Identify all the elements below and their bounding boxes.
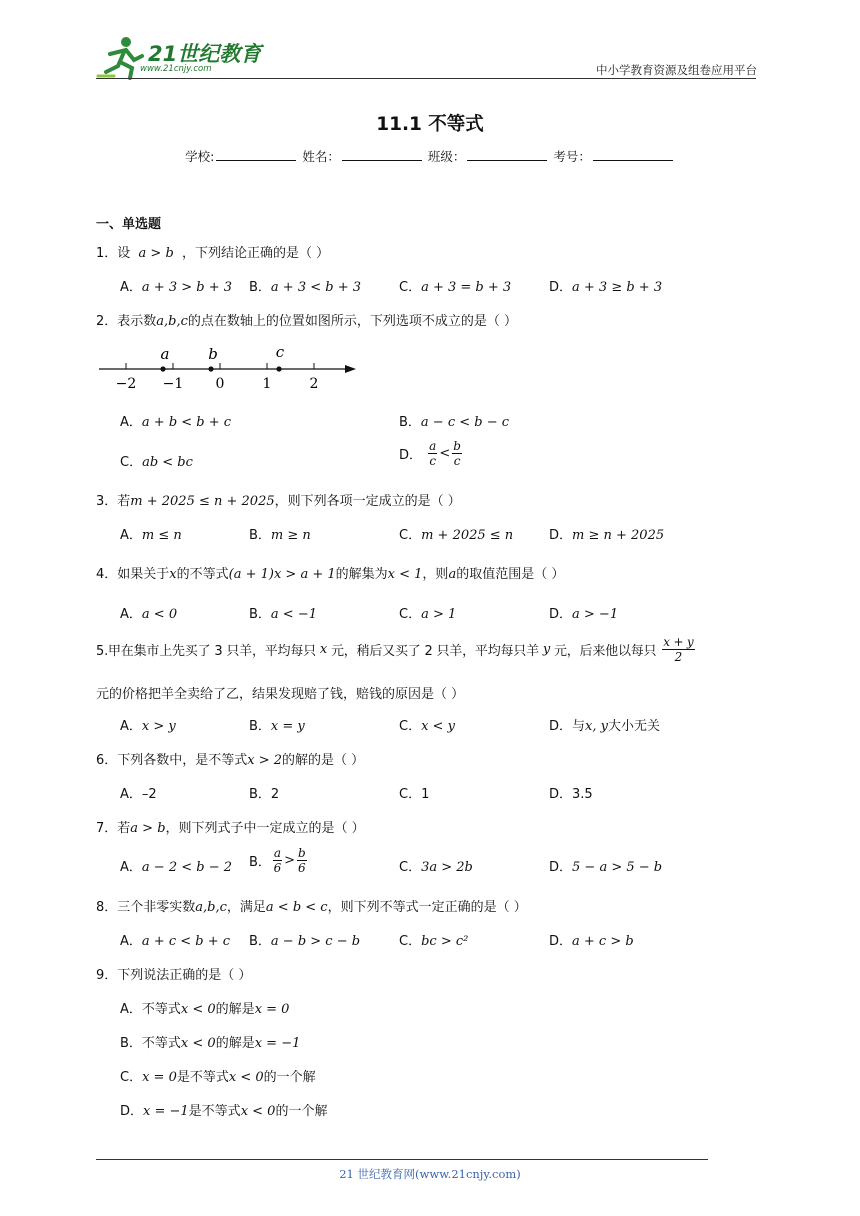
tick-label-2: 2 <box>309 376 319 392</box>
q2-stem-math: a,b,c <box>156 314 188 329</box>
label-b: b <box>208 345 218 363</box>
q3-option-b[interactable]: B．m ≥ n <box>249 528 311 543</box>
q2-option-a[interactable]: A．a + b < b + c <box>120 415 232 430</box>
header-divider <box>96 78 756 79</box>
q2-option-c[interactable]: C．ab < bc <box>120 455 193 470</box>
q6-option-d[interactable]: D．3.5 <box>549 787 593 802</box>
question-3: 3．若m + 2025 ≤ n + 2025，则下列各项一定成立的是（ ） <box>96 494 461 509</box>
tick-label-0: 0 <box>215 376 225 392</box>
q8-option-d[interactable]: D．a + c > b <box>549 934 634 949</box>
q8-option-c[interactable]: C．bc > c² <box>399 934 469 949</box>
q6-option-c[interactable]: C．1 <box>399 787 430 802</box>
class-blank[interactable] <box>467 148 547 161</box>
q1-stem-post: ，下列结论正确的是（ ） <box>182 246 330 261</box>
label-c: c <box>275 343 285 361</box>
point-a <box>160 366 165 371</box>
q2-stem-post: 的点在数轴上的位置如图所示，下列选项不成立的是（ ） <box>187 314 518 329</box>
number-line-figure <box>96 342 360 394</box>
student-info <box>0 147 860 165</box>
q5-option-d[interactable]: D．与x, y大小无关 <box>549 719 660 734</box>
q9-option-a[interactable]: A．不等式x < 0的解是x = 0 <box>120 1002 290 1017</box>
footer-link[interactable]: 21 世纪教育网(www.21cnjy.com) <box>339 1167 521 1181</box>
class-label: 班级： <box>427 149 466 164</box>
question-2 <box>96 310 766 329</box>
q6-option-b[interactable]: B．2 <box>249 787 280 802</box>
q2-option-b[interactable]: B．a − c < b − c <box>399 415 510 430</box>
school-label: 学校: <box>185 149 215 164</box>
q9-option-b[interactable]: B．不等式x < 0的解是x = −1 <box>120 1036 301 1051</box>
question-5-line-2: 元的价格把羊全卖给了乙，结果发现赔了钱，赔钱的原因是（ ） <box>96 687 465 702</box>
point-c <box>276 366 281 371</box>
page-title: 11.1 不等式 <box>376 114 484 135</box>
q4-option-c[interactable]: C．a > 1 <box>399 607 457 622</box>
q4-option-b[interactable]: B．a < −1 <box>249 607 317 622</box>
q5-option-b[interactable]: B．x = y <box>249 719 305 734</box>
q9-option-c[interactable]: C．x = 0是不等式x < 0的一个解 <box>120 1070 316 1085</box>
q7-option-c[interactable]: C．3a > 2b <box>399 860 473 875</box>
q3-option-c[interactable]: C．m + 2025 ≤ n <box>399 528 514 543</box>
tick-label-neg2: −2 <box>115 376 137 392</box>
q4-option-d[interactable]: D．a > −1 <box>549 607 619 622</box>
runner-icon <box>96 34 146 80</box>
q5-option-a[interactable]: A．x > y <box>120 719 176 734</box>
q1-option-b[interactable]: B．a + 3 < b + 3 <box>249 280 362 295</box>
exam-no-blank[interactable] <box>593 148 673 161</box>
platform-name: 中小学教育资源及组卷应用平台 <box>596 63 757 77</box>
q8-option-b[interactable]: B．a − b > c − b <box>249 934 361 949</box>
q9-option-d[interactable]: D．x = −1是不等式x < 0的一个解 <box>120 1104 328 1119</box>
q1-option-c[interactable]: C．a + 3 = b + 3 <box>399 280 512 295</box>
q7-option-a[interactable]: A．a − 2 < b − 2 <box>120 860 232 875</box>
tick-label-neg1: −1 <box>162 376 184 392</box>
logo-text: 21世纪教育 <box>148 42 262 66</box>
q1-stem-pre: 1．设 <box>96 246 131 261</box>
point-b <box>208 366 213 371</box>
section-heading: 一、单选题 <box>96 217 162 232</box>
question-4: 4．如果关于x的不等式(a + 1)x > a + 1的解集为x < 1，则a的取值范围是（ ） <box>96 567 565 582</box>
q1-option-a[interactable]: A．a + 3 > b + 3 <box>120 280 232 295</box>
site-logo <box>96 34 266 80</box>
logo-url: www.21cnjy.com <box>140 64 212 74</box>
q6-option-a[interactable]: A．–2 <box>120 787 157 802</box>
q2-stem-pre: 2．表示数 <box>96 314 157 329</box>
label-a: a <box>160 345 170 363</box>
q2-option-d[interactable]: D． $\frac{a}{c}$ < $\frac{b}{c}$ <box>399 439 461 468</box>
q3-option-d[interactable]: D．m ≥ n + 2025 <box>549 528 665 543</box>
school-blank[interactable] <box>216 148 296 161</box>
footer-divider <box>96 1159 708 1160</box>
q1-option-d[interactable]: D．a + 3 ≥ b + 3 <box>549 280 663 295</box>
q7-option-d[interactable]: D．5 − a > 5 − b <box>549 860 663 875</box>
tick-label-1: 1 <box>262 376 272 392</box>
exam-no-label: 考号： <box>553 149 591 164</box>
question-8: 8．三个非零实数a,b,c，满足a < b < c，则下列不等式一定正确的是（ ） <box>96 900 527 915</box>
question-7: 7．若a > b，则下列式子中一定成立的是（ ） <box>96 821 365 836</box>
name-blank[interactable] <box>342 148 422 161</box>
q1-stem-math: a > b <box>138 246 174 261</box>
question-5-line-1: 5.甲在集市上先买了 3 只羊，平均每只 x 元，稍后又买了 2 只羊，平均每只羊 y 元，后来他以每只 $\frac{x + y}{2}$ <box>96 635 694 664</box>
q3-option-a[interactable]: A．m ≤ n <box>120 528 182 543</box>
question-6: 6．下列各数中，是不等式x > 2的解的是（ ） <box>96 753 365 768</box>
number-line-arrow <box>345 365 356 373</box>
q7-option-b[interactable]: B． $\frac{a}{6}$ > $\frac{b}{6}$ <box>249 846 306 875</box>
question-1 <box>96 242 766 261</box>
name-label: 姓名： <box>302 149 340 164</box>
q8-option-a[interactable]: A．a + c < b + c <box>120 934 231 949</box>
q4-option-a[interactable]: A．a < 0 <box>120 607 178 622</box>
q5-option-c[interactable]: C．x < y <box>399 719 455 734</box>
question-9: 9．下列说法正确的是（ ） <box>96 968 252 983</box>
